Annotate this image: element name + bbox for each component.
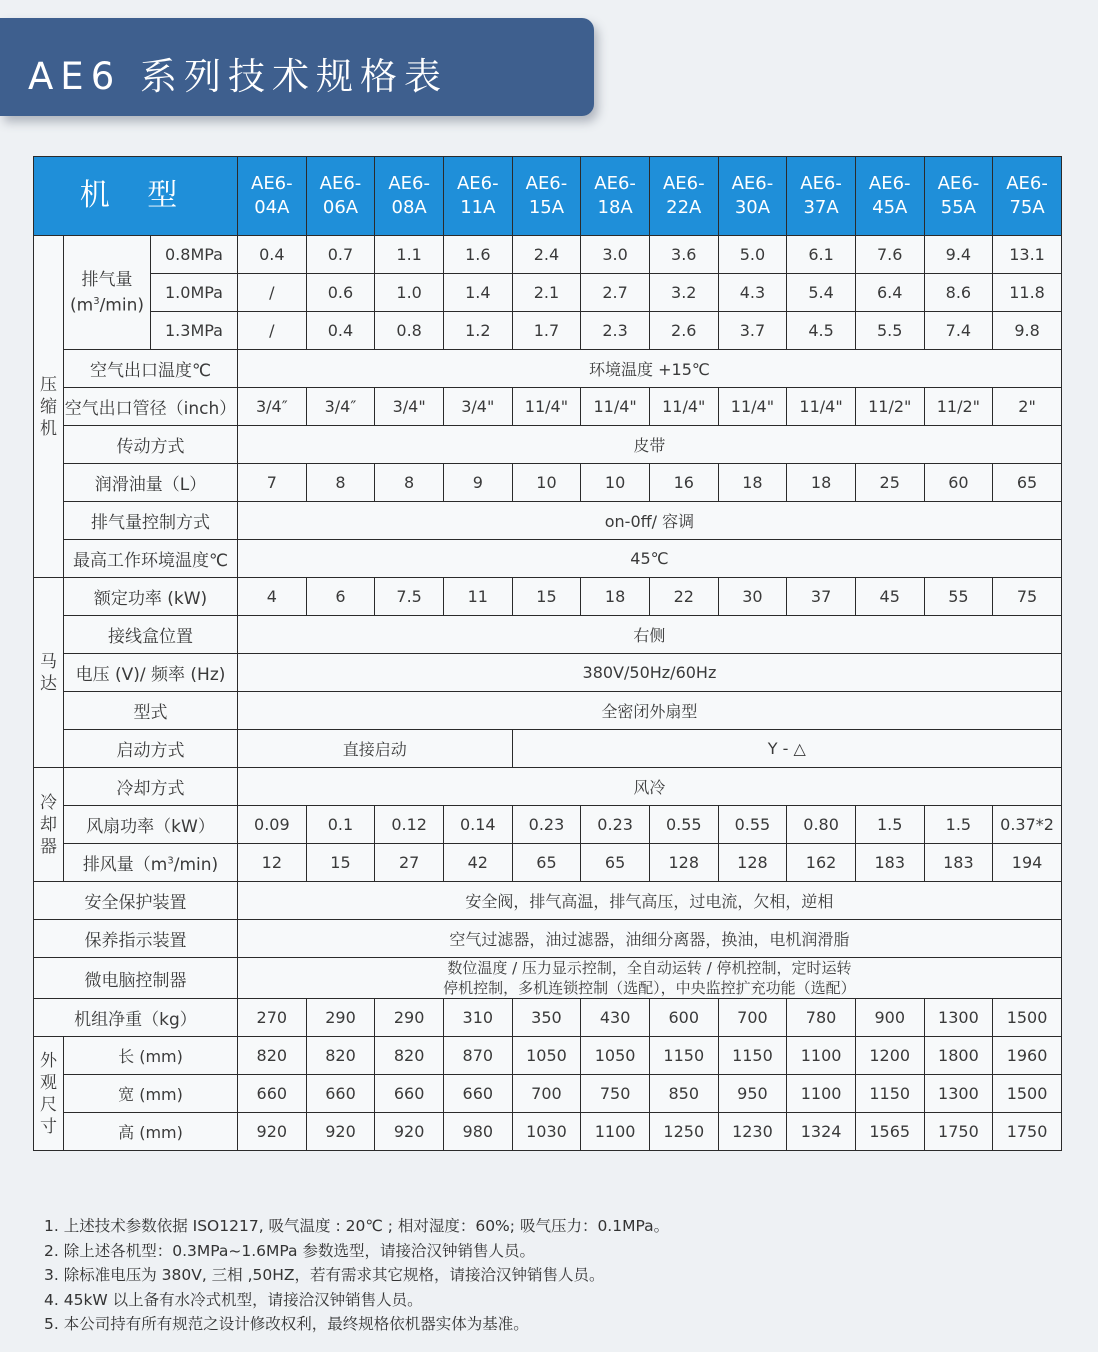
value-cell: 0.80 bbox=[787, 806, 856, 844]
table-body bbox=[34, 236, 1062, 1151]
value-cell: 700 bbox=[512, 1075, 581, 1113]
table-row bbox=[34, 616, 1062, 654]
value-cell: 1.2 bbox=[443, 312, 512, 350]
value-cell: 1.1 bbox=[375, 236, 444, 274]
value-cell: 75 bbox=[993, 578, 1062, 616]
value-cell: 1.5 bbox=[855, 806, 924, 844]
table-row bbox=[34, 236, 1062, 274]
table-row bbox=[34, 654, 1062, 692]
value-cell: 1050 bbox=[581, 1037, 650, 1075]
value-cell: 0.37*2 bbox=[993, 806, 1062, 844]
value-cell: 660 bbox=[443, 1075, 512, 1113]
value-cell: 18 bbox=[581, 578, 650, 616]
value-cell: 65 bbox=[512, 844, 581, 882]
merged-value: 380V/50Hz/60Hz bbox=[238, 654, 1062, 692]
value-cell: 1.0 bbox=[375, 274, 444, 312]
value-cell: 65 bbox=[581, 844, 650, 882]
value-cell: 310 bbox=[443, 999, 512, 1037]
merged-value: Y - △ bbox=[512, 730, 1061, 768]
pressure-label: 0.8MPa bbox=[151, 236, 238, 274]
value-cell: 0.8 bbox=[375, 312, 444, 350]
value-cell: 8 bbox=[375, 464, 444, 502]
value-cell: 4 bbox=[238, 578, 307, 616]
table-row bbox=[34, 806, 1062, 844]
value-cell: 22 bbox=[649, 578, 718, 616]
value-cell: 1800 bbox=[924, 1037, 993, 1075]
value-cell: 128 bbox=[649, 844, 718, 882]
value-cell: 1565 bbox=[855, 1113, 924, 1151]
value-cell: 10 bbox=[581, 464, 650, 502]
value-cell: 750 bbox=[581, 1075, 650, 1113]
table-row bbox=[34, 999, 1062, 1037]
table-row bbox=[34, 1075, 1062, 1113]
value-cell: 11/4" bbox=[718, 388, 787, 426]
value-cell: 600 bbox=[649, 999, 718, 1037]
row-label: 传动方式 bbox=[64, 426, 238, 464]
value-cell: 920 bbox=[375, 1113, 444, 1151]
merged-value: 直接启动 bbox=[238, 730, 513, 768]
table-row bbox=[34, 502, 1062, 540]
value-cell: 2.7 bbox=[581, 274, 650, 312]
value-cell: 3.2 bbox=[649, 274, 718, 312]
value-cell: 2.1 bbox=[512, 274, 581, 312]
value-cell: 0.6 bbox=[306, 274, 375, 312]
value-cell: 162 bbox=[787, 844, 856, 882]
table-row bbox=[34, 1113, 1062, 1151]
model-header: AE6- 15A bbox=[512, 157, 581, 236]
group-label-compressor: 压 缩 机 bbox=[34, 236, 64, 578]
table-row bbox=[34, 350, 1062, 388]
value-cell: 1200 bbox=[855, 1037, 924, 1075]
value-cell: 7.4 bbox=[924, 312, 993, 350]
value-cell: 12 bbox=[238, 844, 307, 882]
value-cell: 1.7 bbox=[512, 312, 581, 350]
merged-value: 空气过滤器，油过滤器，油细分离器，换油，电机润滑脂 bbox=[238, 920, 1062, 958]
value-cell: 2.3 bbox=[581, 312, 650, 350]
value-cell: 15 bbox=[512, 578, 581, 616]
value-cell: 7.6 bbox=[855, 236, 924, 274]
value-cell: 0.09 bbox=[238, 806, 307, 844]
value-cell: 8 bbox=[306, 464, 375, 502]
model-header: AE6- 11A bbox=[443, 157, 512, 236]
value-cell: 3.0 bbox=[581, 236, 650, 274]
value-cell: 870 bbox=[443, 1037, 512, 1075]
notes bbox=[44, 1214, 669, 1337]
title-banner bbox=[0, 18, 594, 116]
model-header: AE6- 06A bbox=[306, 157, 375, 236]
value-cell: 18 bbox=[718, 464, 787, 502]
value-cell: 30 bbox=[718, 578, 787, 616]
value-cell: 6.4 bbox=[855, 274, 924, 312]
row-label: 空气出口温度℃ bbox=[64, 350, 238, 388]
model-header: AE6- 22A bbox=[649, 157, 718, 236]
value-cell: 128 bbox=[718, 844, 787, 882]
model-header: AE6- 04A bbox=[238, 157, 307, 236]
value-cell: 1750 bbox=[924, 1113, 993, 1151]
row-label: 最高工作环境温度℃ bbox=[64, 540, 238, 578]
value-cell: 820 bbox=[306, 1037, 375, 1075]
value-cell: 660 bbox=[375, 1075, 444, 1113]
model-header: AE6- 18A bbox=[581, 157, 650, 236]
value-cell: 1.5 bbox=[924, 806, 993, 844]
value-cell: 1150 bbox=[718, 1037, 787, 1075]
value-cell: 0.1 bbox=[306, 806, 375, 844]
value-cell: 11/2" bbox=[855, 388, 924, 426]
spec-table bbox=[33, 156, 1062, 1151]
value-cell: 7 bbox=[238, 464, 307, 502]
value-cell: 820 bbox=[375, 1037, 444, 1075]
row-label: 微电脑控制器 bbox=[34, 958, 238, 999]
row-label: 接线盒位置 bbox=[64, 616, 238, 654]
row-label: 排气量控制方式 bbox=[64, 502, 238, 540]
value-cell: 1250 bbox=[649, 1113, 718, 1151]
value-cell: 1.4 bbox=[443, 274, 512, 312]
value-cell: 11 bbox=[443, 578, 512, 616]
merged-value: on-0ff/ 容调 bbox=[238, 502, 1062, 540]
value-cell: 0.4 bbox=[306, 312, 375, 350]
group-label-motor: 马 达 bbox=[34, 578, 64, 768]
displacement-label: 排气量 $(m^3/\min)$ bbox=[64, 236, 151, 350]
row-label: 型式 bbox=[64, 692, 238, 730]
value-cell: 1960 bbox=[993, 1037, 1062, 1075]
value-cell: 0.7 bbox=[306, 236, 375, 274]
value-cell: 0.14 bbox=[443, 806, 512, 844]
value-cell: 0.23 bbox=[581, 806, 650, 844]
table-row bbox=[34, 730, 1062, 768]
row-label: 长 (mm) bbox=[64, 1037, 238, 1075]
value-cell: 9.8 bbox=[993, 312, 1062, 350]
table-row bbox=[34, 312, 1062, 350]
value-cell: 780 bbox=[787, 999, 856, 1037]
value-cell: 8.6 bbox=[924, 274, 993, 312]
model-header: AE6- 55A bbox=[924, 157, 993, 236]
value-cell: 5.4 bbox=[787, 274, 856, 312]
value-cell: 900 bbox=[855, 999, 924, 1037]
note-line: 3. 除标准电压为 380V, 三相 ,50HZ，若有需求其它规格，请接洽汉钟销售人员。 bbox=[44, 1266, 605, 1285]
value-cell: 1500 bbox=[993, 1075, 1062, 1113]
value-cell: 290 bbox=[306, 999, 375, 1037]
value-cell: 1100 bbox=[787, 1075, 856, 1113]
row-label: 额定功率 (kW) bbox=[64, 578, 238, 616]
table-row bbox=[34, 958, 1062, 999]
row-label: 排风量$(m^3/\min)$ bbox=[64, 844, 238, 882]
value-cell: 5.5 bbox=[855, 312, 924, 350]
value-cell: 183 bbox=[924, 844, 993, 882]
value-cell: 6.1 bbox=[787, 236, 856, 274]
value-cell: 2.4 bbox=[512, 236, 581, 274]
value-cell: 10 bbox=[512, 464, 581, 502]
value-cell: 1300 bbox=[924, 1075, 993, 1113]
value-cell: 5.0 bbox=[718, 236, 787, 274]
page-title: AE6 系列技术规格表 bbox=[28, 55, 448, 98]
value-cell: 1300 bbox=[924, 999, 993, 1037]
value-cell: 920 bbox=[306, 1113, 375, 1151]
value-cell: 1500 bbox=[993, 999, 1062, 1037]
row-label: 启动方式 bbox=[64, 730, 238, 768]
value-cell: 3/4″ bbox=[238, 388, 307, 426]
value-cell: 18 bbox=[787, 464, 856, 502]
model-header: AE6- 75A bbox=[993, 157, 1062, 236]
value-cell: 9.4 bbox=[924, 236, 993, 274]
value-cell: 850 bbox=[649, 1075, 718, 1113]
table-row bbox=[34, 692, 1062, 730]
row-label: 电压 (V)/ 频率 (Hz) bbox=[64, 654, 238, 692]
value-cell: 290 bbox=[375, 999, 444, 1037]
table-row bbox=[34, 274, 1062, 312]
model-header: AE6- 45A bbox=[855, 157, 924, 236]
value-cell: 7.5 bbox=[375, 578, 444, 616]
value-cell: 3.6 bbox=[649, 236, 718, 274]
table-row bbox=[34, 464, 1062, 502]
merged-value: 环境温度 +15℃ bbox=[238, 350, 1062, 388]
row-label: 保养指示装置 bbox=[34, 920, 238, 958]
merged-value: 全密闭外扇型 bbox=[238, 692, 1062, 730]
value-cell: 3/4" bbox=[375, 388, 444, 426]
value-cell: 183 bbox=[855, 844, 924, 882]
value-cell: 1230 bbox=[718, 1113, 787, 1151]
value-cell: 0.55 bbox=[718, 806, 787, 844]
value-cell: 1030 bbox=[512, 1113, 581, 1151]
merged-value: 安全阀，排气高温，排气高压，过电流，欠相，逆相 bbox=[238, 882, 1062, 920]
value-cell: / bbox=[238, 312, 307, 350]
value-cell: 3/4″ bbox=[306, 388, 375, 426]
row-label: 高 (mm) bbox=[64, 1113, 238, 1151]
row-label: 机组净重（kg） bbox=[34, 999, 238, 1037]
row-label: 宽 (mm) bbox=[64, 1075, 238, 1113]
row-label: 空气出口管径（inch） bbox=[64, 388, 238, 426]
value-cell: 60 bbox=[924, 464, 993, 502]
row-label: 风扇功率（kW） bbox=[64, 806, 238, 844]
table-row bbox=[34, 882, 1062, 920]
value-cell: 1324 bbox=[787, 1113, 856, 1151]
value-cell: 42 bbox=[443, 844, 512, 882]
value-cell: 11.8 bbox=[993, 274, 1062, 312]
table-row bbox=[34, 844, 1062, 882]
value-cell: 4.5 bbox=[787, 312, 856, 350]
row-label: 安全保护装置 bbox=[34, 882, 238, 920]
value-cell: 0.12 bbox=[375, 806, 444, 844]
row-label: 润滑油量（L） bbox=[64, 464, 238, 502]
value-cell: 0.23 bbox=[512, 806, 581, 844]
table-row bbox=[34, 578, 1062, 616]
value-cell: 25 bbox=[855, 464, 924, 502]
note-line: 1. 上述技术参数依据 ISO1217, 吸气温度 : 20℃ ; 相对湿度：60%; 吸气压力：0.1MPa。 bbox=[44, 1217, 670, 1235]
value-cell: 820 bbox=[238, 1037, 307, 1075]
value-cell: 1050 bbox=[512, 1037, 581, 1075]
value-cell: 11/4" bbox=[649, 388, 718, 426]
value-cell: 15 bbox=[306, 844, 375, 882]
table-row bbox=[34, 768, 1062, 806]
value-cell: 0.4 bbox=[238, 236, 307, 274]
value-cell: 1750 bbox=[993, 1113, 1062, 1151]
value-cell: 4.3 bbox=[718, 274, 787, 312]
note-line: 5. 本公司持有所有规范之设计修改权利，最终规格依机器实体为基准。 bbox=[44, 1315, 529, 1334]
model-header: AE6- 30A bbox=[718, 157, 787, 236]
value-cell: 660 bbox=[238, 1075, 307, 1113]
header-row bbox=[34, 157, 1062, 236]
value-cell: 11/4" bbox=[512, 388, 581, 426]
merged-value: 45℃ bbox=[238, 540, 1062, 578]
table-row bbox=[34, 388, 1062, 426]
value-cell: 430 bbox=[581, 999, 650, 1037]
pressure-label: 1.3MPa bbox=[151, 312, 238, 350]
value-cell: 1150 bbox=[649, 1037, 718, 1075]
merged-value: 右侧 bbox=[238, 616, 1062, 654]
pressure-label: 1.0MPa bbox=[151, 274, 238, 312]
value-cell: 700 bbox=[718, 999, 787, 1037]
value-cell: 350 bbox=[512, 999, 581, 1037]
value-cell: 13.1 bbox=[993, 236, 1062, 274]
merged-value: 皮带 bbox=[238, 426, 1062, 464]
value-cell: 1100 bbox=[581, 1113, 650, 1151]
value-cell: / bbox=[238, 274, 307, 312]
value-cell: 2" bbox=[993, 388, 1062, 426]
value-cell: 65 bbox=[993, 464, 1062, 502]
value-cell: 37 bbox=[787, 578, 856, 616]
value-cell: 1.6 bbox=[443, 236, 512, 274]
value-cell: 9 bbox=[443, 464, 512, 502]
note-line: 4. 45kW 以上备有水冷式机型，请接洽汉钟销售人员。 bbox=[44, 1290, 423, 1309]
row-label: 冷却方式 bbox=[64, 768, 238, 806]
value-cell: 16 bbox=[649, 464, 718, 502]
value-cell: 11/4" bbox=[581, 388, 650, 426]
value-cell: 3/4" bbox=[443, 388, 512, 426]
table-row bbox=[34, 1037, 1062, 1075]
model-header: AE6- 37A bbox=[787, 157, 856, 236]
value-cell: 2.6 bbox=[649, 312, 718, 350]
value-cell: 55 bbox=[924, 578, 993, 616]
table-row bbox=[34, 426, 1062, 464]
value-cell: 1100 bbox=[787, 1037, 856, 1075]
value-cell: 6 bbox=[306, 578, 375, 616]
value-cell: 11/4" bbox=[787, 388, 856, 426]
model-label: 机 型 bbox=[34, 157, 238, 236]
table-row bbox=[34, 920, 1062, 958]
value-cell: 1150 bbox=[855, 1075, 924, 1113]
note-line: 2. 除上述各机型：0.3MPa~1.6MPa 参数选型，请接洽汉钟销售人员。 bbox=[44, 1241, 535, 1260]
value-cell: 980 bbox=[443, 1113, 512, 1151]
value-cell: 920 bbox=[238, 1113, 307, 1151]
value-cell: 11/2" bbox=[924, 388, 993, 426]
merged-value: 风冷 bbox=[238, 768, 1062, 806]
merged-value: 数位温度 / 压力显示控制，全自动运转 / 停机控制，定时运转 停机控制，多机连锁控制（选配），中央监控扩充功能（选配） bbox=[238, 958, 1062, 999]
value-cell: 45 bbox=[855, 578, 924, 616]
model-header: AE6- 08A bbox=[375, 157, 444, 236]
table-row bbox=[34, 540, 1062, 578]
value-cell: 660 bbox=[306, 1075, 375, 1113]
value-cell: 194 bbox=[993, 844, 1062, 882]
group-label-dimensions: 外 观 尺 寸 bbox=[34, 1037, 64, 1151]
value-cell: 270 bbox=[238, 999, 307, 1037]
value-cell: 950 bbox=[718, 1075, 787, 1113]
value-cell: 3.7 bbox=[718, 312, 787, 350]
value-cell: 0.55 bbox=[649, 806, 718, 844]
value-cell: 27 bbox=[375, 844, 444, 882]
group-label-cooler: 冷 却 器 bbox=[34, 768, 64, 882]
